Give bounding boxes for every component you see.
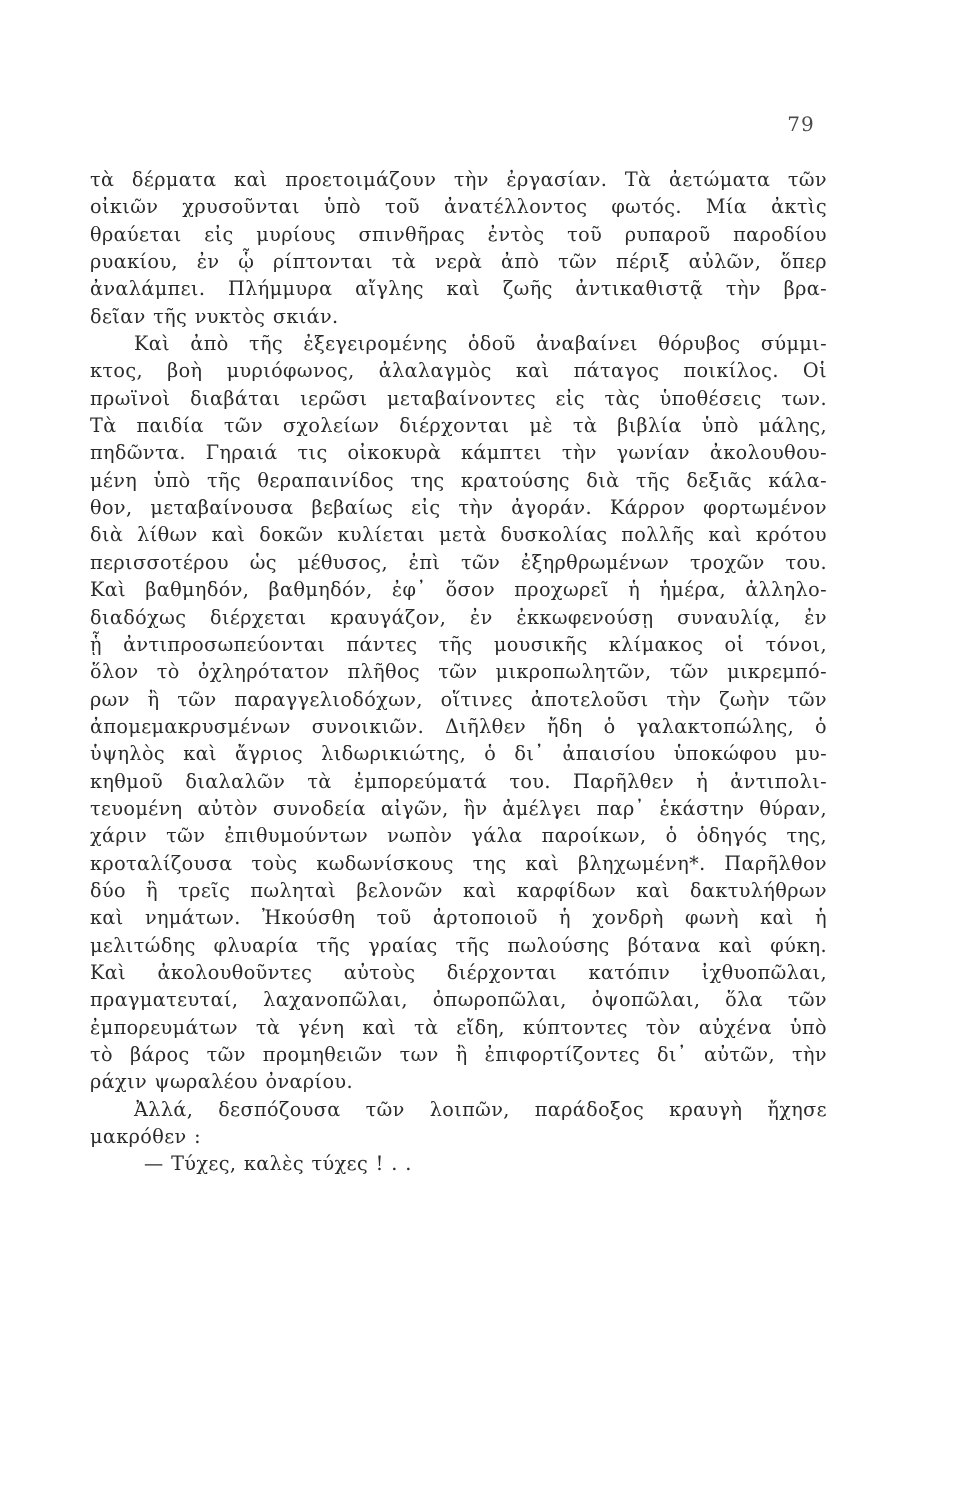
text-line: τὰ δέρματα καὶ προετοιμάζουν τὴν ἐργασίαν. Τὰ ἀετώματα τῶν	[90, 168, 827, 191]
text-line: μακρόθεν :	[90, 1125, 201, 1149]
text-line: οἰκιῶν χρυσοῦνται ὑπὸ τοῦ ἀνατέλλοντος φωτός. Μία ἀκτὶς	[90, 195, 827, 219]
body-text	[90, 166, 827, 1178]
text-line: ἀπομεμακρυσμένων συνοικιῶν. Διῆλθεν ἤδη ὁ γαλακτοπώλης, ὁ	[90, 714, 827, 738]
text-line: ἐμπορευμάτων τὰ γένη καὶ τὰ εἴδη, κύπτοντες τὸν αὐχένα ὑπὸ	[90, 1015, 827, 1039]
text-line: πηδῶντα. Γηραιά τις οἰκοκυρὰ κάμπτει τὴν γωνίαν ἀκολουθου-	[90, 441, 827, 465]
text-line: ὑψηλὸς καὶ ἄγριος λιδωρικιώτης, ὁ δι᾽ ἀπαισίου ὑποκώφου μυ-	[90, 742, 827, 766]
text-line: θραύεται εἰς μυρίους σπινθῆρας ἐντὸς τοῦ ρυπαροῦ παροδίου	[90, 222, 827, 246]
text-line: Καὶ ἀκολουθοῦντες αὐτοὺς διέρχονται κατόπιν ἰχθυοπῶλαι,	[90, 960, 827, 984]
text-line: — Τύχες, καλὲς τύχες ! . .	[144, 1152, 412, 1176]
text-line: δύο ἢ τρεῖς πωληταὶ βελονῶν καὶ καρφίδων καὶ δακτυλήθρων	[90, 878, 827, 902]
text-line: πρωϊνοὶ διαβάται ιερῶσι μεταβαίνοντες εἰς τὰς ὑποθέσεις των.	[90, 386, 827, 410]
text-line: ἀναλάμπει. Πλήμμυρα αἴγλης καὶ ζωῆς ἀντικαθιστᾷ τὴν βρα-	[90, 277, 827, 301]
text-line: καὶ νημάτων. Ἠκούσθη τοῦ ἀρτοποιοῦ ἡ χονδρὴ φωνὴ καὶ ἡ	[90, 906, 827, 930]
text-line: κηθμοῦ διαλαλῶν τὰ ἐμπορεύματά του. Παρῆλθεν ἡ ἀντιπολι-	[90, 769, 827, 793]
text-line: ᾗ ἀντιπροσωπεύονται πάντες τῆς μουσικῆς κλίμακος οἱ τόνοι,	[90, 632, 827, 656]
text-line: δεῖαν τῆς νυκτὸς σκιάν.	[90, 304, 339, 328]
text-line: Ἀλλά, δεσπόζουσα τῶν λοιπῶν, παράδοξος κραυγὴ ἤχησε	[134, 1097, 827, 1121]
text-line: ράχιν ψωραλέου ὀναρίου.	[90, 1070, 353, 1094]
text-line: περισσοτέρου ὡς μέθυσος, ἐπὶ τῶν ἐξηρθρωμένων τροχῶν του.	[90, 550, 827, 574]
text-line: ὅλον τὸ ὀχληρότατον πλῆθος τῶν μικροπωλητῶν, τῶν μικρεμπό-	[90, 660, 827, 684]
text-line: Καὶ βαθμηδόν, βαθμηδόν, ἐφ᾽ ὅσον προχωρεῖ ἡ ἡμέρα, ἀλληλο-	[90, 578, 827, 602]
text-line: ρυακίου, ἐν ᾧ ρίπτονται τὰ νερὰ ἀπὸ τῶν πέριξ αὐλῶν, ὅπερ	[90, 250, 827, 274]
text-line: διαδόχως διέρχεται κραυγάζον, ἐν ἐκκωφενούσῃ συναυλίᾳ, ἐν	[90, 605, 827, 629]
text-line: τὸ βάρος τῶν προμηθειῶν των ἢ ἐπιφορτίζοντες δι᾽ αὐτῶν, τὴν	[90, 1043, 827, 1066]
text-line: μένη ὑπὸ τῆς θεραπαινίδος της κρατούσης διὰ τῆς δεξιᾶς κάλα-	[90, 468, 827, 492]
text-line: θον, μεταβαίνουσα βεβαίως εἰς τὴν ἀγοράν. Κάρρον φορτωμένον	[90, 496, 827, 520]
text-line: Καὶ ἀπὸ τῆς ἐξεγειρομένης ὁδοῦ ἀναβαίνει θόρυβος σύμμι-	[134, 332, 827, 356]
page-number: 79	[787, 112, 815, 136]
text-line: μελιτώδης φλυαρία τῆς γραίας τῆς πωλούσης βότανα καὶ φύκη.	[90, 933, 827, 957]
text-line: κροταλίζουσα τοὺς κωδωνίσκους της καὶ βληχωμένη*. Παρῆλθον	[90, 851, 827, 875]
text-line: διὰ λίθων καὶ δοκῶν κυλίεται μετὰ δυσκολίας πολλῆς καὶ κρότου	[90, 523, 827, 547]
text-line: τευομένη αὐτὸν συνοδεία αἰγῶν, ἣν ἀμέλγει παρ᾽ ἑκάστην θύραν,	[90, 796, 827, 820]
text-line: πραγματευταί, λαχανοπῶλαι, ὀπωροπῶλαι, ὀψοπῶλαι, ὅλα τῶν	[90, 988, 827, 1012]
text-line: κτος, βοὴ μυριόφωνος, ἀλαλαγμὸς καὶ πάταγος ποικίλος. Οἱ	[90, 359, 827, 383]
text-line: Τὰ παιδία τῶν σχολείων διέρχονται μὲ τὰ βιβλία ὑπὸ μάλης,	[90, 414, 827, 438]
text-line: χάριν τῶν ἐπιθυμούντων νωπὸν γάλα παροίκων, ὁ ὁδηγός της,	[90, 824, 827, 848]
text-line: ρων ἢ τῶν παραγγελιοδόχων, οἵτινες ἀποτελοῦσι τὴν ζωὴν τῶν	[90, 687, 827, 711]
